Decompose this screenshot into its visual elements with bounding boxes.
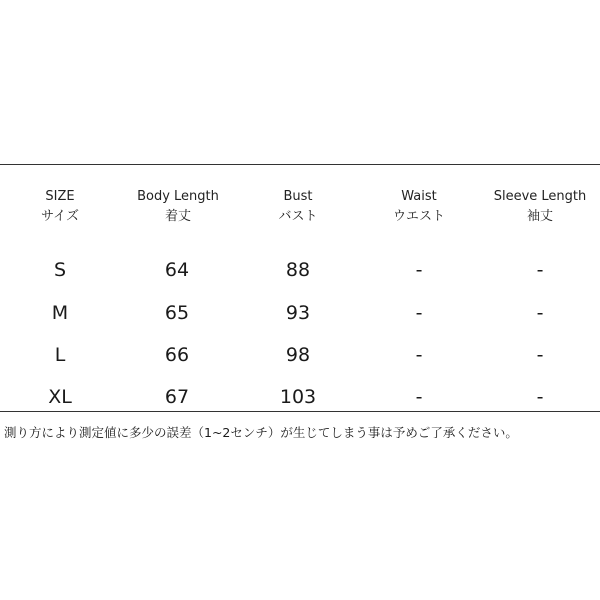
table-row-l xyxy=(0,335,600,375)
bust-cell: 103 xyxy=(279,386,317,408)
header-waist-ja: ウエスト xyxy=(392,209,445,224)
size-cell: M xyxy=(51,302,69,324)
table-row-m xyxy=(0,293,600,333)
waist-cell: - xyxy=(415,302,423,324)
body-length-cell: 66 xyxy=(164,344,190,366)
header-body-length xyxy=(108,187,248,227)
waist-cell: - xyxy=(415,259,423,281)
measurement-disclaimer: 測り方により測定値に多少の誤差（1~2センチ）が生じてしまう事は予めご了承ください。 xyxy=(4,425,518,440)
header-body-length-ja: 着丈 xyxy=(164,209,191,224)
sleeve-length-cell: - xyxy=(536,302,544,324)
header-waist xyxy=(349,187,489,227)
header-waist-en: Waist xyxy=(401,189,437,204)
body-length-cell: 65 xyxy=(164,302,190,324)
sleeve-length-cell: - xyxy=(536,344,544,366)
header-sleeve-length-ja: 袖丈 xyxy=(526,209,553,224)
header-size-ja: サイズ xyxy=(41,209,79,224)
sleeve-length-cell: - xyxy=(536,386,544,408)
bust-cell: 93 xyxy=(285,302,311,324)
body-length-cell: 67 xyxy=(164,386,190,408)
header-sleeve-length-en: Sleeve Length xyxy=(493,189,587,204)
size-cell: S xyxy=(53,259,67,281)
bust-cell: 88 xyxy=(285,259,311,281)
body-length-cell: 64 xyxy=(164,259,190,281)
size-cell: XL xyxy=(48,386,72,408)
sleeve-length-cell: - xyxy=(536,259,544,281)
waist-cell: - xyxy=(415,386,423,408)
waist-cell: - xyxy=(415,344,423,366)
size-table xyxy=(0,164,600,412)
bust-cell: 98 xyxy=(285,344,311,366)
header-sleeve-length xyxy=(470,187,600,227)
header-size-en: SIZE xyxy=(45,189,75,204)
header-bust-en: Bust xyxy=(283,189,313,204)
table-row-xl xyxy=(0,377,600,417)
table-row-s xyxy=(0,250,600,290)
header-bust xyxy=(228,187,368,227)
size-cell: L xyxy=(54,344,66,366)
header-body-length-en: Body Length xyxy=(137,189,219,204)
header-bust-ja: バスト xyxy=(278,209,318,224)
